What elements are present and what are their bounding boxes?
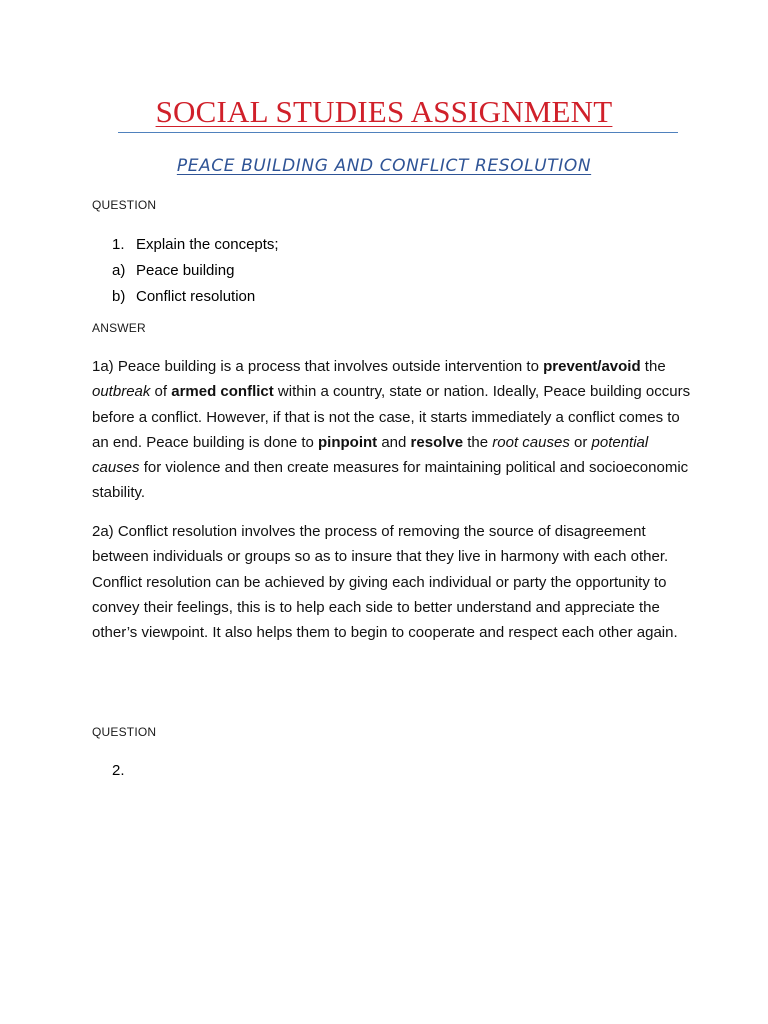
answer-1a-paragraph <box>92 354 692 506</box>
text-run: of <box>150 383 172 401</box>
list-item-text: Conflict resolution <box>136 288 256 305</box>
list-marker: 1. <box>112 236 125 253</box>
text-run: the <box>640 358 666 375</box>
list-item <box>112 284 279 310</box>
bold-run: pinpoint <box>318 433 378 451</box>
answer-2a-paragraph: 2a) Conflict resolution involves the process of removing the source of disagreement between individuals or groups so as to insure that they live in harmony with each other. Conflict resolution can be achieved by giving each individual or party the opportunity to convey their feelings, this is to help each side to better understand and appreciate the other’s viewpoint. It also helps them to begin to cooperate and respect each other again. <box>92 523 678 642</box>
document-subtitle: PEACE BUILDING AND CONFLICT RESOLUTION <box>176 156 592 176</box>
list-marker: a) <box>112 262 126 279</box>
document-title: SOCIAL STUDIES ASSIGNMENT <box>155 94 613 129</box>
question-2-number: 2. <box>112 762 125 779</box>
italic-run: outbreak <box>92 383 151 401</box>
bold-run: armed conflict <box>171 383 274 401</box>
title-divider <box>118 132 678 133</box>
question-label-1: QUESTION <box>92 198 157 212</box>
list-item-text: Explain the concepts; <box>136 236 279 253</box>
bold-run: resolve <box>410 433 464 451</box>
question-list <box>112 232 279 310</box>
bold-run: prevent/avoid <box>543 358 641 375</box>
text-run: within a country, state or nation. Ideally, Peace building occurs before a conflict. However, if that is not the case, it starts immediately a conflict comes to an end. Peace building is done to <box>92 383 691 451</box>
text-run: and <box>377 433 411 451</box>
list-item <box>112 258 279 284</box>
text-run: 1a) Peace building is a process that involves outside intervention to <box>92 358 544 375</box>
italic-run: potential causes <box>92 433 649 477</box>
list-item-text: Peace building <box>136 262 235 279</box>
list-item <box>112 232 279 258</box>
italic-run: root causes <box>492 433 570 451</box>
answer-label: ANSWER <box>92 321 146 335</box>
list-marker: b) <box>112 288 126 305</box>
text-run: for violence and then create measures for maintaining political and socioeconomic stability. <box>92 459 689 502</box>
text-run: the <box>463 433 493 451</box>
text-run: or <box>569 433 592 451</box>
question-label-2: QUESTION <box>92 725 157 739</box>
